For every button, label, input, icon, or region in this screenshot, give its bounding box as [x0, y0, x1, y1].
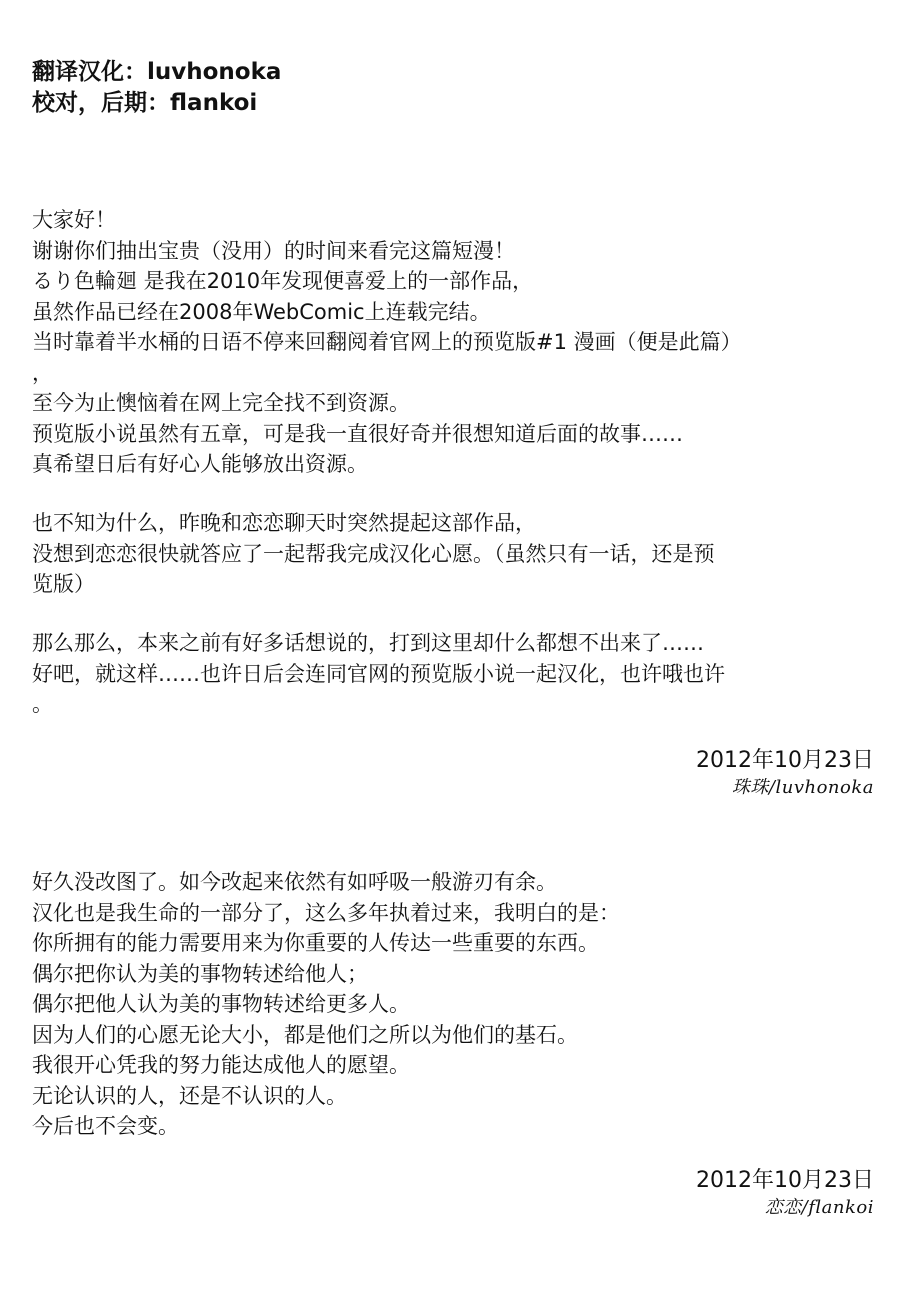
text-line: 好吧，就这样……也许日后会连同官网的预览版小说一起汉化，也许哦也许: [32, 661, 725, 686]
text-line: 因为人们的心愿无论大小，都是他们之所以为他们的基石。: [32, 1022, 578, 1047]
translation-credit: 翻译汉化：luvhonoka: [32, 59, 282, 85]
text-line: 也不知为什么，昨晚和恋恋聊天时突然提起这部作品，: [32, 511, 536, 535]
letter1-paragraph3: [32, 628, 872, 720]
text-line: 无论认识的人，还是不认识的人。: [32, 1083, 347, 1108]
text-line: 当时靠着半水桶的日语不停来回翻阅着官网上的预览版#1 漫画（便是此篇）: [32, 330, 742, 354]
letter1-signature: 珠珠/luvhonoka: [731, 777, 874, 798]
text-line: るり色輪廻 是我在2010年发现便喜爱上的一部作品，: [32, 269, 534, 293]
proofreading-credit: 校对，后期：flankoi: [32, 90, 258, 116]
text-line: 大家好！: [32, 208, 116, 232]
text-line: 虽然作品已经在2008年WebComic上连载完结。: [32, 299, 491, 324]
text-line: 真希望日后有好心人能够放出资源。: [32, 452, 368, 476]
letter2-date: 2012年10月23日: [696, 1168, 874, 1193]
text-line: 汉化也是我生命的一部分了，这么多年执着过来，我明白的是：: [32, 900, 620, 925]
credits-block: [32, 57, 281, 119]
text-line: 今后也不会变。: [32, 1114, 179, 1138]
text-line: 览版）: [32, 572, 95, 596]
text-line: 谢谢你们抽出宝贵（没用）的时间来看完这篇短漫！: [32, 238, 515, 263]
letter1-date: 2012年10月23日: [696, 748, 874, 773]
letter2-signature-block: [696, 1166, 874, 1220]
letter1-signature-block: [696, 746, 874, 800]
text-line: 。: [32, 692, 53, 716]
text-line: 我很开心凭我的努力能达成他人的愿望。: [32, 1053, 410, 1077]
text-line: 偶尔把他人认为美的事物转述给更多人。: [32, 992, 410, 1016]
text-line: 你所拥有的能力需要用来为你重要的人传达一些重要的东西。: [32, 931, 599, 955]
text-line: 好久没改图了。如今改起来依然有如呼吸一般游刃有余。: [32, 870, 557, 894]
text-line: ，: [32, 360, 53, 385]
text-line: 那么那么，本来之前有好多话想说的，打到这里却什么都想不出来了……: [32, 631, 704, 655]
letter1-paragraph1: [32, 205, 872, 480]
text-line: 预览版小说虽然有五章，可是我一直很好奇并很想知道后面的故事……: [32, 421, 683, 446]
letter2-paragraph1: [32, 867, 872, 1142]
letter1-paragraph2: [32, 508, 872, 600]
text-line: 至今为止懊恼着在网上完全找不到资源。: [32, 391, 410, 415]
letter2-signature: 恋恋/flankoi: [764, 1197, 874, 1218]
text-line: 偶尔把你认为美的事物转述给他人；: [32, 961, 368, 986]
text-line: 没想到恋恋很快就答应了一起帮我完成汉化心愿。（虽然只有一话，还是预: [32, 541, 715, 566]
